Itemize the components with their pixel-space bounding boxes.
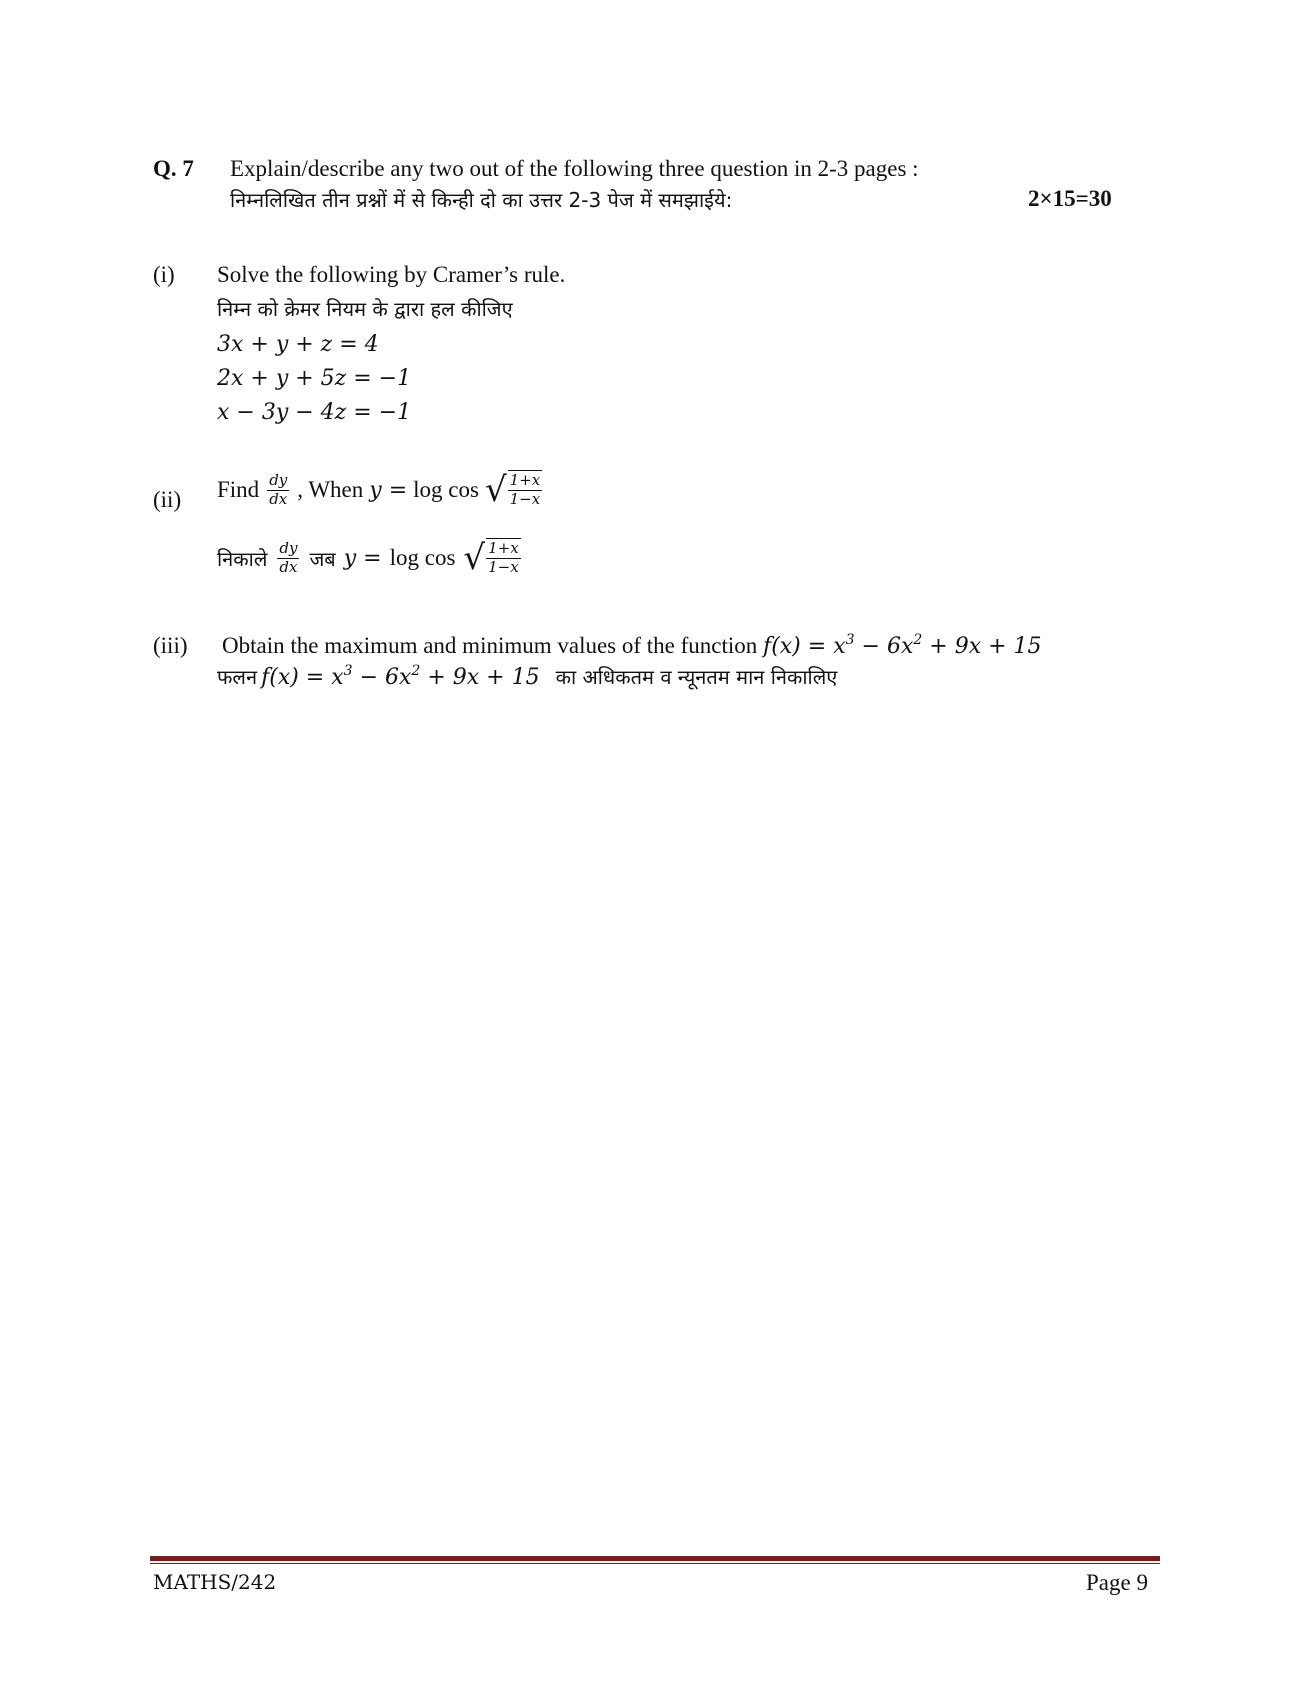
derivative-fraction <box>267 470 289 508</box>
part-iii-english <box>222 633 1042 659</box>
footer-page-number: Page 9 <box>1086 1570 1148 1595</box>
derivative-numerator: dy <box>269 470 288 489</box>
y-equals: y = <box>369 477 408 503</box>
radical-sign-hi: √ <box>463 538 486 578</box>
part-ii-english <box>217 470 544 510</box>
footer-divider-thin <box>150 1563 1160 1564</box>
equation-2: 2x + y + 5z = −1 <box>217 366 412 391</box>
hindi-find: निकाले <box>217 546 268 571</box>
part-iii-label: (iii) <box>153 633 188 658</box>
footer-course-code: MATHS/242 <box>153 1570 277 1594</box>
derivative-denominator-hi: dx <box>279 557 298 576</box>
footer-divider-thick <box>150 1556 1160 1561</box>
marks-allocation: 2×15=30 <box>1028 186 1112 211</box>
hindi-instruction-tail: का अधिकतम व न्यूनतम मान निकालिए <box>555 665 838 689</box>
derivative-denominator: dx <box>269 489 288 508</box>
derivative-numerator-hi: dy <box>279 538 298 557</box>
y-equals-hi: y = <box>343 545 382 571</box>
hindi-function-word: फलन <box>217 665 258 689</box>
derivative-fraction-hi <box>277 538 299 576</box>
equation-1: 3x + y + z = 4 <box>217 332 379 357</box>
find-text: Find <box>217 477 260 502</box>
question-number: Q. 7 <box>153 156 194 181</box>
part-i-label: (i) <box>153 262 175 287</box>
part-i-hindi: निम्न को क्रेमर नियम के द्वारा हल कीजिए <box>217 297 513 321</box>
radical-sign: √ <box>484 470 507 510</box>
square-root-hi <box>463 538 522 578</box>
radicand-numerator: 1+x <box>509 471 541 489</box>
log-cos: log cos <box>413 477 479 502</box>
when-text: , When <box>297 477 364 502</box>
part-iii-english-text: Obtain the maximum and minimum values of the function <box>222 633 758 658</box>
part-iii-hindi <box>217 663 837 690</box>
equation-3: x − 3y − 4z = −1 <box>217 400 412 425</box>
part-ii-hindi <box>217 538 523 578</box>
instruction-english: Explain/describe any two out of the following three question in 2-3 pages : <box>230 156 919 181</box>
function-expression: $f(x) = x^3 - 6x^2 + 9x + 15$ <box>763 632 1042 659</box>
radicand-numerator-hi: 1+x <box>488 539 519 557</box>
hindi-when: जब <box>309 546 336 571</box>
radicand-denominator: 1−x <box>509 489 541 508</box>
radicand-fraction-hi <box>486 538 521 578</box>
part-i-english: Solve the following by Cramer’s rule. <box>217 262 566 287</box>
log-cos-hi: log cos <box>389 545 456 570</box>
part-ii-label: (ii) <box>153 487 182 512</box>
radicand-denominator-hi: 1−x <box>488 557 519 576</box>
instruction-hindi: निम्नलिखित तीन प्रश्नों में से किन्ही दो का उत्तर 2-3 पेज में समझाईये: <box>230 188 733 212</box>
function-expression-hi: $f(x) = x^3 - 6x^2 + 9x + 15$ <box>261 663 540 690</box>
radicand-fraction <box>508 470 543 510</box>
square-root <box>485 470 544 510</box>
